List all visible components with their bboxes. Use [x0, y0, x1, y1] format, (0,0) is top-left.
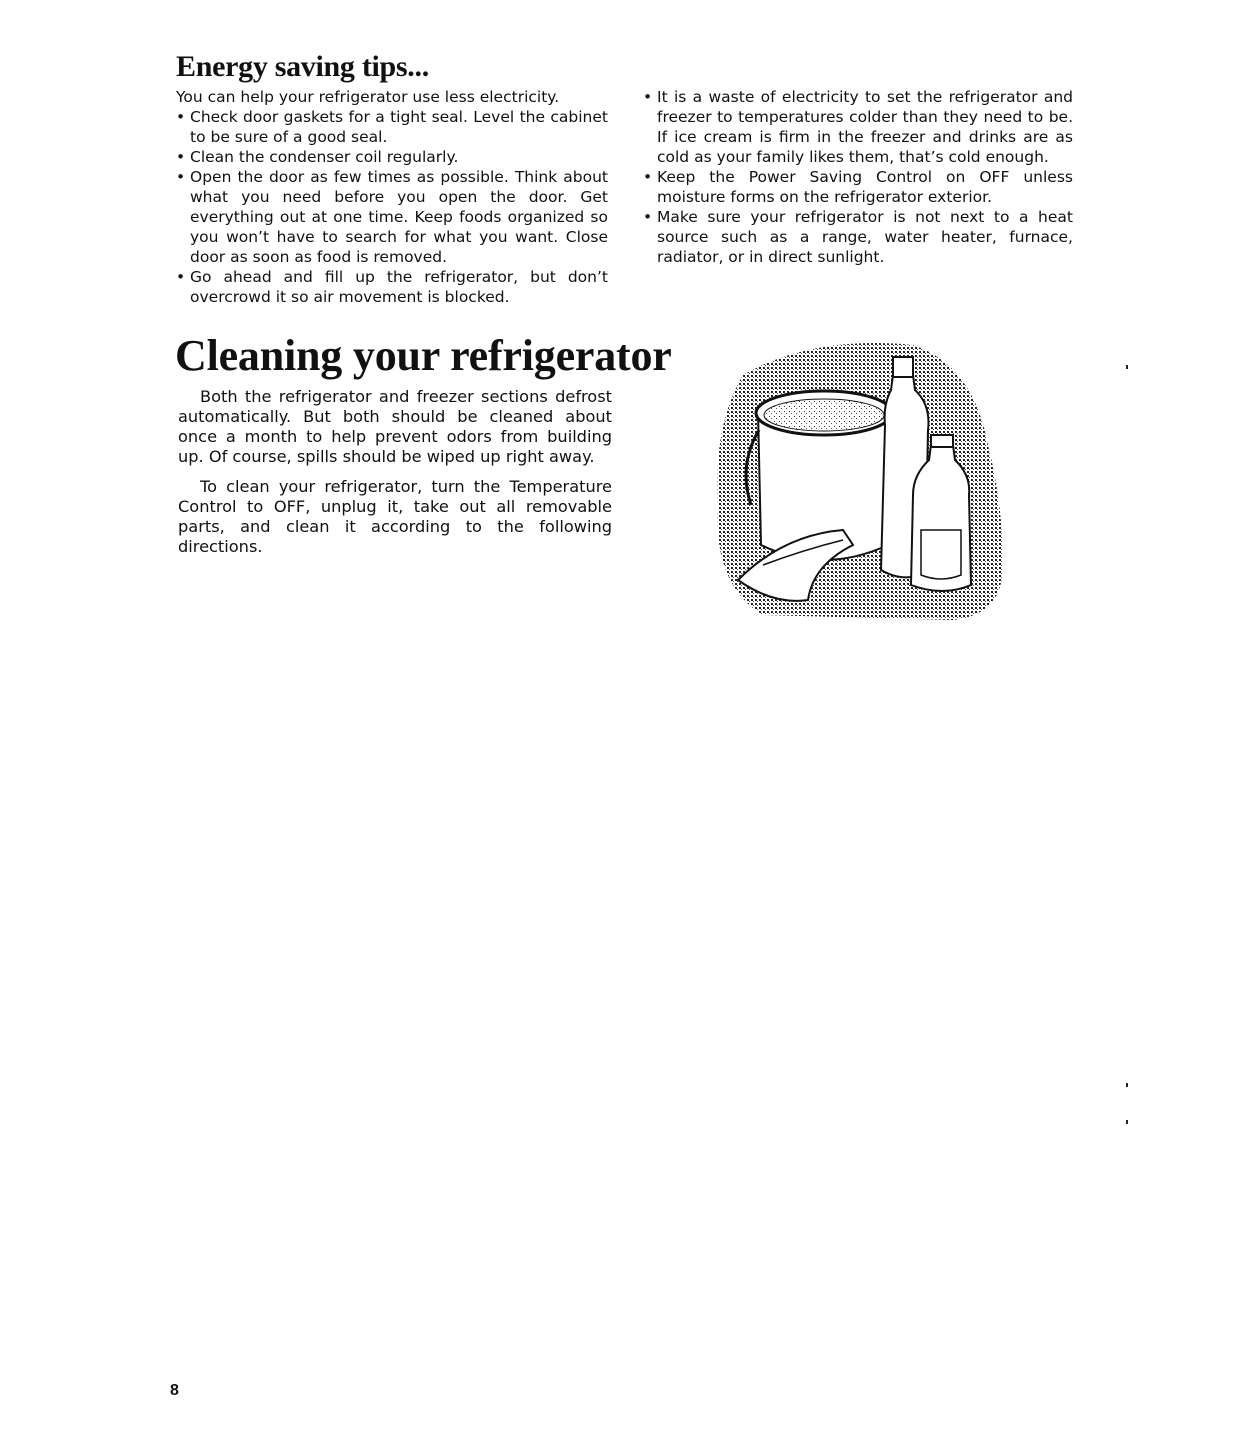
list-item: • It is a waste of electricity to set the refrigerator and freezer to temperatures colder than they need to be. If ice cream is firm in the freezer and drinks are as cold as your family likes them, that’s cold enough. — [643, 88, 1073, 166]
energy-tips-right-list — [643, 87, 1073, 267]
bullet-icon: • — [643, 168, 653, 186]
bullet-icon: • — [176, 268, 186, 286]
bullet-icon: • — [176, 108, 186, 126]
list-item: • Clean the condenser coil regularly. — [176, 148, 459, 166]
page-number: 8 — [170, 1382, 179, 1399]
bullet-icon: • — [176, 148, 186, 166]
scan-speck — [1126, 1083, 1128, 1087]
list-item: • Open the door as few times as possible. Think about what you need before you open the door. Get everything out at one time. Keep foods organized so you won’t have to search for what you want. Close door as soon as food is removed. — [176, 168, 608, 266]
energy-tips-right-column — [643, 87, 1073, 267]
tall-bottle-cap — [893, 357, 913, 377]
cleaning-paragraph: To clean your refrigerator, turn the Temperature Control to OFF, unplug it, take out all removable parts, and clean it according to the following directions. — [178, 477, 612, 556]
front-bottle-cap — [931, 435, 953, 447]
energy-tips-left-column — [176, 87, 608, 307]
cleaning-heading: Cleaning your refrigerator — [175, 331, 672, 380]
cleaning-paragraph: Both the refrigerator and freezer sections defrost automatically. But both should be cleaned about once a month to help prevent odors from building up. Of course, spills should be wiped up right away. — [178, 387, 612, 466]
list-item: • Go ahead and fill up the refrigerator, but don’t overcrowd it so air movement is blocked. — [176, 268, 608, 306]
scan-speck — [1126, 365, 1128, 369]
list-item: • Make sure your refrigerator is not next to a heat source such as a range, water heater, furnace, radiator, or in direct sunlight. — [643, 208, 1073, 266]
scan-speck — [1126, 1120, 1128, 1124]
energy-tips-intro: You can help your refrigerator use less electricity. — [176, 88, 560, 106]
energy-tips-left-list — [176, 107, 608, 307]
cleaning-supplies-illustration — [703, 335, 1013, 630]
list-item: • Check door gaskets for a tight seal. Level the cabinet to be sure of a good seal. — [176, 108, 608, 146]
bucket-water — [764, 399, 884, 431]
list-item: • Keep the Power Saving Control on OFF unless moisture forms on the refrigerator exterior. — [643, 168, 1073, 206]
cleaning-body — [178, 387, 612, 567]
energy-tips-heading: Energy saving tips... — [176, 50, 429, 83]
bullet-icon: • — [643, 208, 653, 226]
bullet-icon: • — [643, 88, 653, 106]
bullet-icon: • — [176, 168, 186, 186]
